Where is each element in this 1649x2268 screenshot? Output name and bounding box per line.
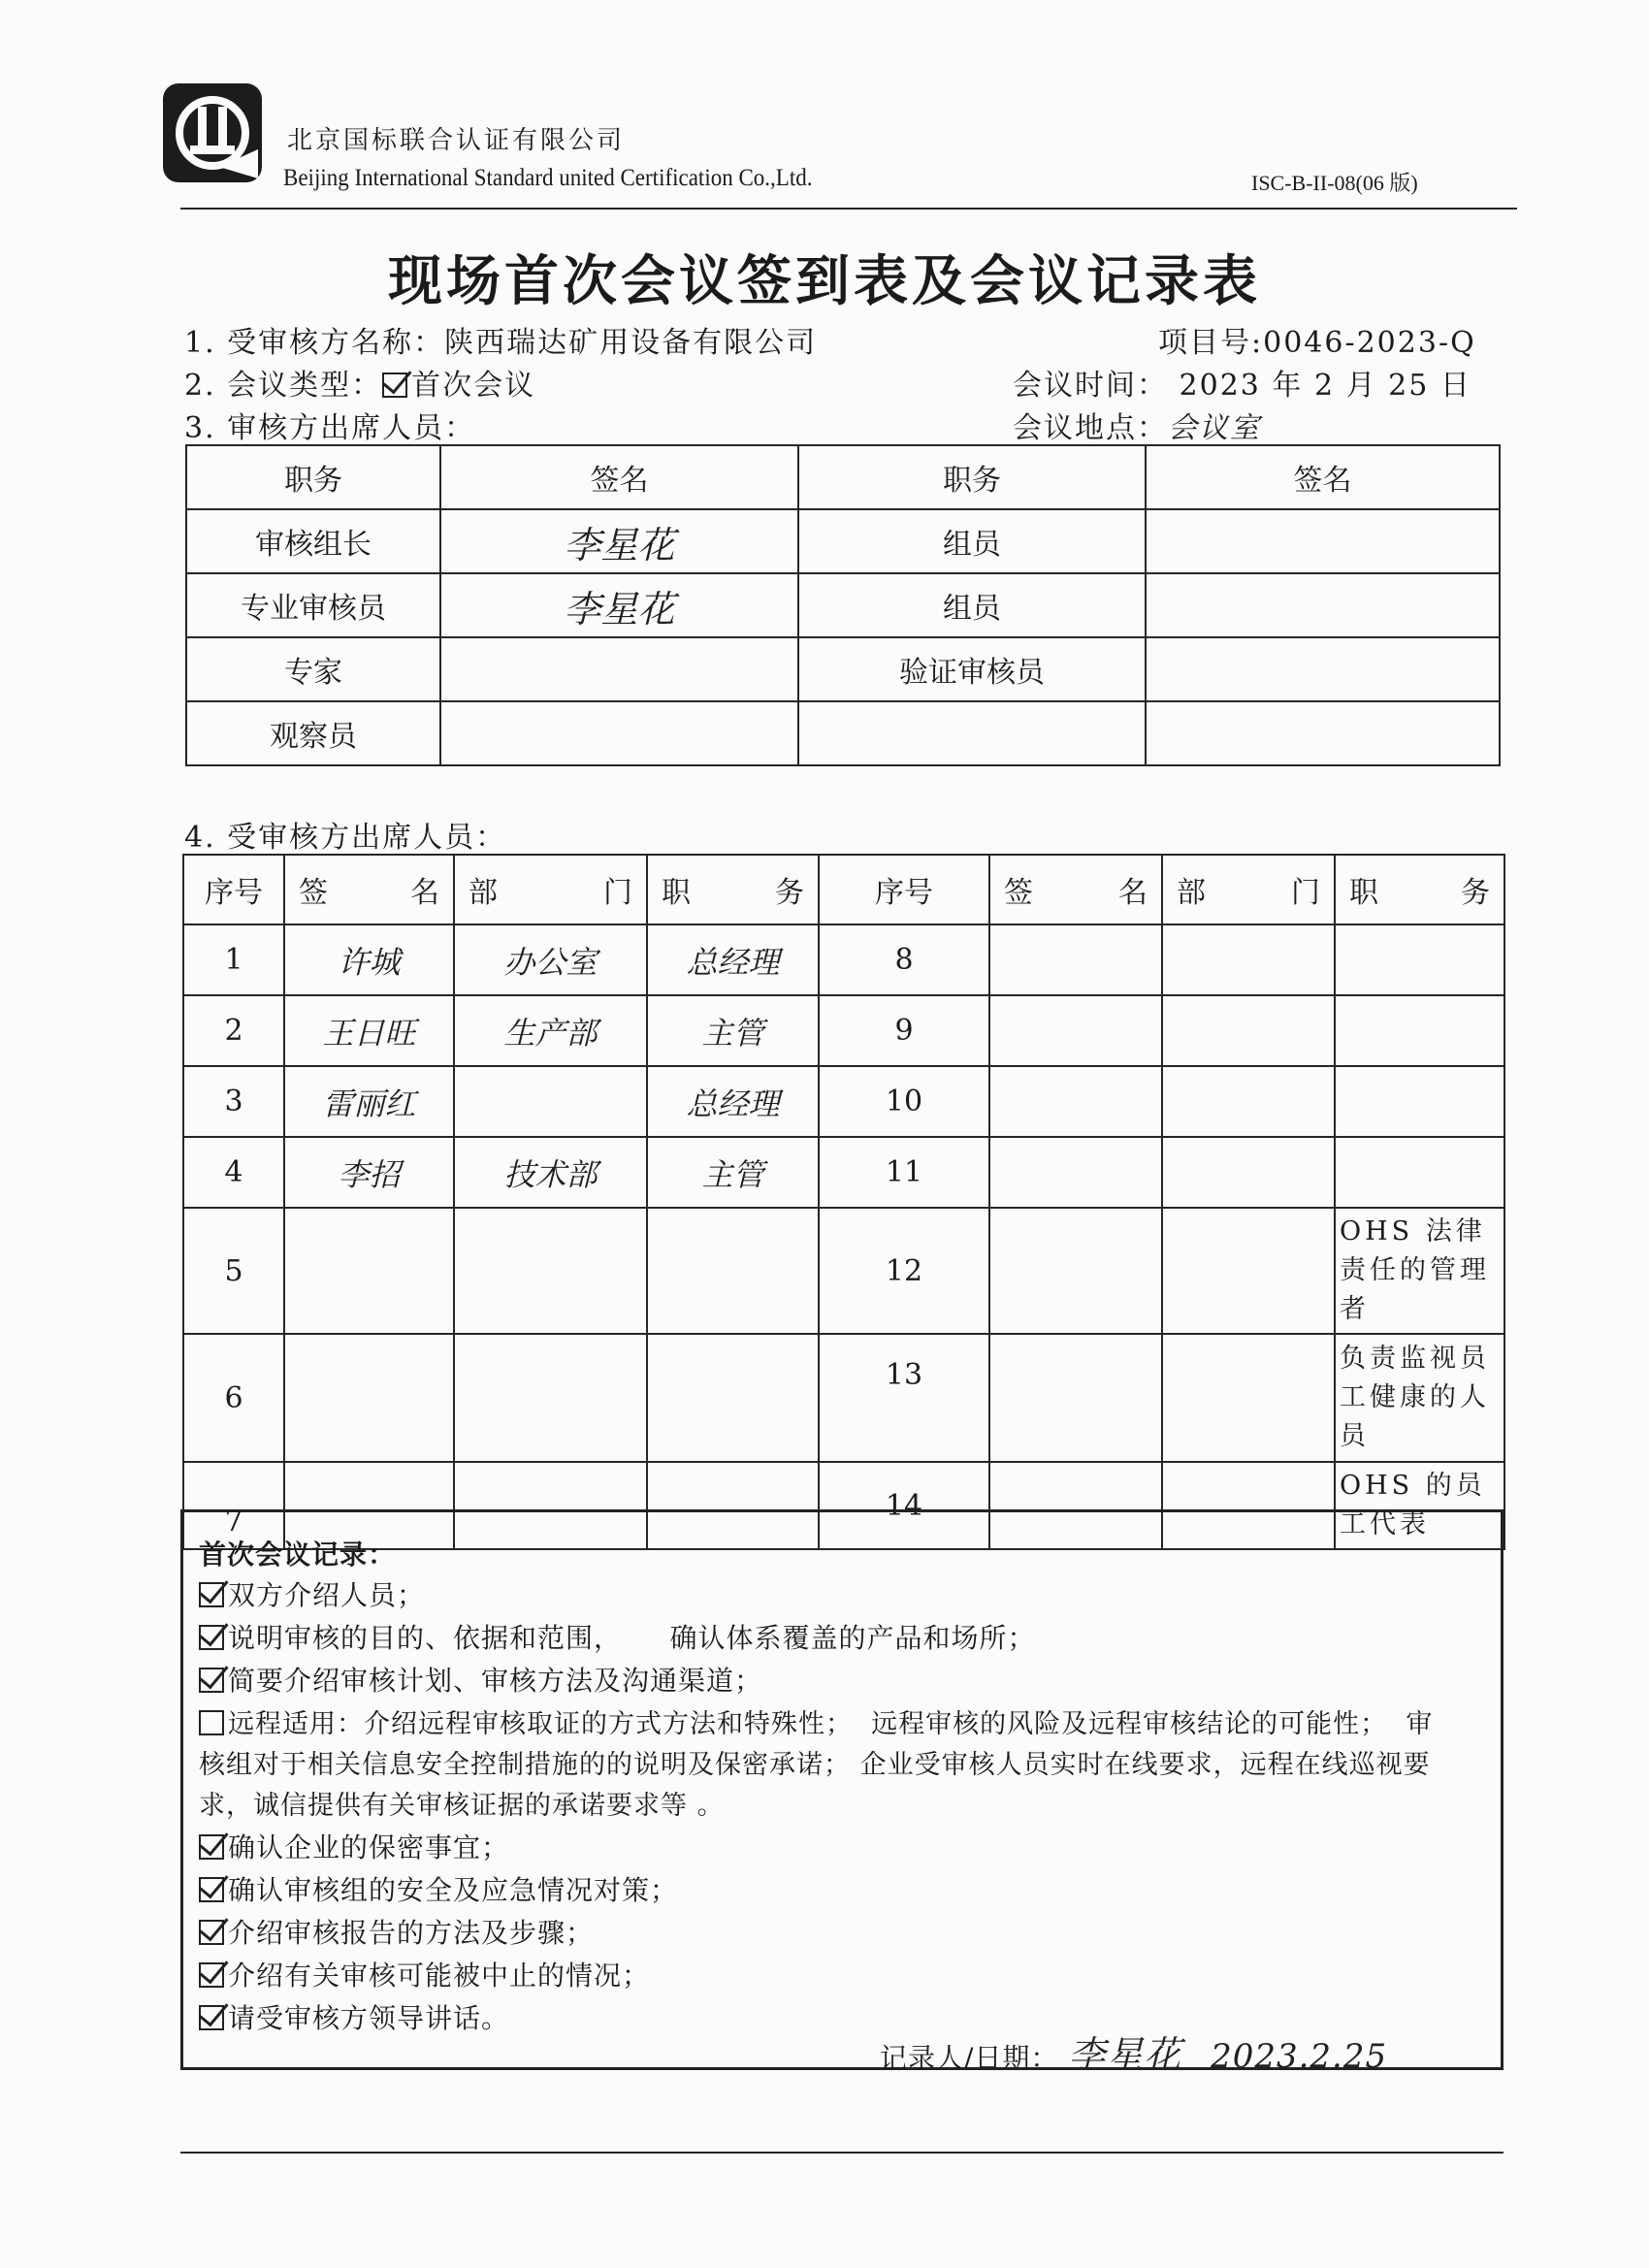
attendee-department <box>454 1208 647 1334</box>
record-item-text: 说明审核的目的、依据和范围， 确认体系覆盖的产品和场所； <box>228 1622 1036 1654</box>
project-number-value: 0046-2023-Q <box>1263 326 1476 360</box>
header-text <box>1163 868 1334 911</box>
table-row <box>183 1137 1504 1208</box>
table-row <box>183 1334 1504 1462</box>
attendee-department <box>1162 1208 1335 1334</box>
header-char: 名 <box>1118 876 1148 910</box>
record-item-continued: 求，诚信提供有关审核证据的承诺要求等 。 <box>199 1791 725 1821</box>
footer-divider <box>180 2152 1504 2154</box>
auditee-name-line <box>184 318 817 361</box>
attendee-signature <box>989 1066 1162 1137</box>
record-item <box>199 1997 509 2036</box>
meeting-time-value: 2023 年 2 月 25 日 <box>1179 369 1471 403</box>
auditee-header-no-1: 序号 <box>183 855 284 924</box>
header-char: 签 <box>299 876 328 910</box>
meeting-type-value: 首次会议 <box>411 369 536 403</box>
meeting-location-line <box>1013 404 1261 446</box>
recorder-label: 记录人/日期： <box>880 2042 1059 2074</box>
row-number: 4 <box>183 1137 284 1208</box>
record-item-text: 请受审核方领导讲话。 <box>228 2002 510 2034</box>
record-checkbox <box>199 1920 224 1945</box>
auditee-header-title-1 <box>647 855 819 924</box>
record-item <box>199 1955 650 1993</box>
auditee-name-value: 陕西瑞达矿用设备有限公司 <box>444 326 818 360</box>
header-char: 职 <box>1349 876 1378 910</box>
header-text <box>1336 868 1504 911</box>
attendee-signature: 王日旺 <box>284 995 454 1066</box>
auditee-header-dept-2 <box>1162 855 1335 924</box>
row-number: 6 <box>183 1334 284 1462</box>
record-heading: 首次会议记录： <box>199 1539 397 1571</box>
record-item <box>199 1702 1433 1740</box>
row-number: 11 <box>819 1137 989 1208</box>
record-item <box>199 1827 509 1865</box>
record-item-text: 远程适用：介绍远程审核取证的方式方法和特殊性； 远程审核的风险及远程审核结论的可能性； 审 <box>228 1709 1434 1739</box>
meeting-time-line <box>1013 361 1471 404</box>
attendee-title <box>1335 1137 1504 1208</box>
header-char: 职 <box>662 876 691 910</box>
row-number: 9 <box>819 995 989 1066</box>
auditor-header-signature-2: 签名 <box>1146 445 1500 509</box>
header-char: 务 <box>1461 876 1490 910</box>
attendee-department <box>1162 924 1335 995</box>
record-item <box>199 1617 1036 1656</box>
attendee-title <box>647 1208 819 1334</box>
attendee-signature <box>989 995 1162 1066</box>
header-char: 签 <box>1004 876 1033 910</box>
record-item <box>199 1869 678 1908</box>
header-char: 门 <box>1291 876 1320 910</box>
auditee-header-dept-1 <box>454 855 647 924</box>
row-number: 8 <box>819 924 989 995</box>
auditee-attendance-table <box>182 854 1505 1550</box>
attendee-title <box>647 1334 819 1462</box>
attendee-title: 主管 <box>647 995 819 1066</box>
meeting-type-checkbox <box>382 373 407 398</box>
record-item-text: 双方介绍人员； <box>228 1579 426 1611</box>
attendee-title <box>1335 1066 1504 1137</box>
attendee-signature: 李招 <box>284 1137 454 1208</box>
attendee-department: 办公室 <box>454 924 647 995</box>
attendee-signature <box>989 1137 1162 1208</box>
header-char: 门 <box>603 876 632 910</box>
record-checkbox <box>199 1625 224 1650</box>
header-text <box>455 868 646 911</box>
auditor-role <box>798 701 1146 765</box>
header-char: 名 <box>410 876 439 910</box>
auditor-role: 专业审核员 <box>186 573 440 637</box>
table-row <box>183 1208 1504 1334</box>
auditee-header-name-2 <box>989 855 1162 924</box>
recorder-date: 2023.2.25 <box>1211 2037 1388 2076</box>
auditor-signature <box>440 637 798 701</box>
meeting-type-line <box>184 361 535 404</box>
meeting-record-box <box>180 1509 1504 2076</box>
auditor-role: 观察员 <box>186 701 440 765</box>
recorder-signature: 李星花 <box>1068 2033 1182 2076</box>
record-checkbox <box>199 1877 224 1902</box>
auditor-role: 组员 <box>798 509 1146 573</box>
table-row <box>183 995 1504 1066</box>
attendee-signature <box>284 1334 454 1462</box>
page-title: 现场首次会议签到表及会议记录表 <box>388 250 1261 313</box>
auditee-header-no-2: 序号 <box>819 855 989 924</box>
auditor-role: 专家 <box>186 637 440 701</box>
attendee-department <box>1162 1334 1335 1462</box>
header-char: 部 <box>469 876 498 910</box>
auditor-role: 审核组长 <box>186 509 440 573</box>
header-divider <box>180 208 1517 210</box>
auditor-role: 验证审核员 <box>798 637 1146 701</box>
auditor-header-role-2: 职务 <box>798 445 1146 509</box>
attendee-signature: 许城 <box>284 924 454 995</box>
record-item-text: 简要介绍审核计划、审核方法及沟通渠道； <box>228 1665 763 1697</box>
document-code: ISC-B-II-08(06 版) <box>1251 171 1418 195</box>
auditor-signature <box>1146 701 1500 765</box>
attendee-department <box>1162 1066 1335 1137</box>
row-number: 12 <box>819 1208 989 1334</box>
attendee-title: 总经理 <box>647 924 819 995</box>
auditor-role: 组员 <box>798 573 1146 637</box>
auditor-header-role-1: 职务 <box>186 445 440 509</box>
auditor-signature <box>1146 573 1500 637</box>
header-text <box>648 868 818 911</box>
company-name-en: Beijing International Standard united Certification Co.,Ltd. <box>283 165 813 191</box>
attendee-department: 技术部 <box>454 1137 647 1208</box>
row-number: 5 <box>183 1208 284 1334</box>
meeting-time-label: 会议时间： <box>1013 369 1168 403</box>
attendee-signature <box>989 924 1162 995</box>
auditee-header-title-2 <box>1335 855 1504 924</box>
record-checkbox <box>199 2005 224 2030</box>
meeting-location-value: 会议室 <box>1168 411 1261 445</box>
attendee-department: 生产部 <box>454 995 647 1066</box>
auditor-signature: 李星花 <box>440 509 798 573</box>
recorder-line <box>880 2025 1387 2078</box>
header-text <box>285 868 453 911</box>
record-item-continued: 核组对于相关信息安全控制措施的的说明及保密承诺； 企业受审核人员实时在线要求，远程在线巡视要 <box>199 1750 1431 1780</box>
attendee-title <box>1335 924 1504 995</box>
record-item-text: 介绍有关审核可能被中止的情况； <box>228 1960 651 1992</box>
attendee-title: 主管 <box>647 1137 819 1208</box>
attendee-title: 总经理 <box>647 1066 819 1137</box>
record-checkbox <box>199 1668 224 1693</box>
attendee-signature <box>989 1208 1162 1334</box>
attendee-signature <box>989 1334 1162 1462</box>
record-checkbox <box>199 1582 224 1607</box>
attendee-department <box>1162 1137 1335 1208</box>
attendee-department <box>454 1066 647 1137</box>
company-logo <box>161 81 264 184</box>
project-number-line <box>1158 318 1476 361</box>
meeting-type-label: 2. 会议类型： <box>184 369 383 403</box>
attendee-department <box>1162 995 1335 1066</box>
attendee-department <box>454 1334 647 1462</box>
row-number: 1 <box>183 924 284 995</box>
row-number: 7 <box>183 1462 284 1549</box>
record-item <box>199 1660 762 1699</box>
record-item <box>199 1574 425 1613</box>
record-item-text: 确认企业的保密事宜； <box>228 1831 510 1863</box>
attendee-signature <box>284 1208 454 1334</box>
project-number-label: 项目号: <box>1158 326 1264 360</box>
auditor-signature <box>1146 509 1500 573</box>
record-item <box>199 1912 594 1951</box>
auditor-signature <box>440 701 798 765</box>
meeting-location-label: 会议地点： <box>1013 411 1168 445</box>
record-checkbox <box>199 1834 224 1860</box>
auditee-header-name-1 <box>284 855 454 924</box>
attendee-title <box>1335 995 1504 1066</box>
attendee-title: OHS 法律责任的管理者 <box>1335 1208 1504 1334</box>
row-number: 2 <box>183 995 284 1066</box>
company-name-cn: 北京国标联合认证有限公司 <box>287 126 626 155</box>
auditor-signature: 李星花 <box>440 573 798 637</box>
row-number: 10 <box>819 1066 989 1137</box>
record-item-text: 介绍审核报告的方法及步骤； <box>228 1917 595 1949</box>
row-number: 13 <box>819 1334 989 1462</box>
header-char: 部 <box>1177 876 1206 910</box>
table-row <box>183 924 1504 995</box>
attendee-signature: 雷丽红 <box>284 1066 454 1137</box>
auditee-attendees-label: 4. 受审核方出席人员： <box>184 821 507 855</box>
record-checkbox <box>199 1962 224 1988</box>
row-number: 3 <box>183 1066 284 1137</box>
auditor-header-signature-1: 签名 <box>440 445 798 509</box>
auditor-attendance-table <box>185 444 1501 766</box>
auditee-name-label: 1. 受审核方名称： <box>184 326 445 360</box>
record-checkbox <box>199 1710 224 1735</box>
header-char: 务 <box>775 876 804 910</box>
attendee-title: OHS 的员工代表 <box>1335 1462 1504 1549</box>
auditor-attendees-label: 3. 审核方出席人员： <box>184 411 476 445</box>
row-number: 14 <box>819 1462 989 1549</box>
table-row <box>183 1066 1504 1137</box>
header-text <box>990 868 1161 911</box>
attendee-title: 负责监视员工健康的人员 <box>1335 1334 1504 1462</box>
record-item-text: 确认审核组的安全及应急情况对策； <box>228 1874 679 1906</box>
auditor-signature <box>1146 637 1500 701</box>
